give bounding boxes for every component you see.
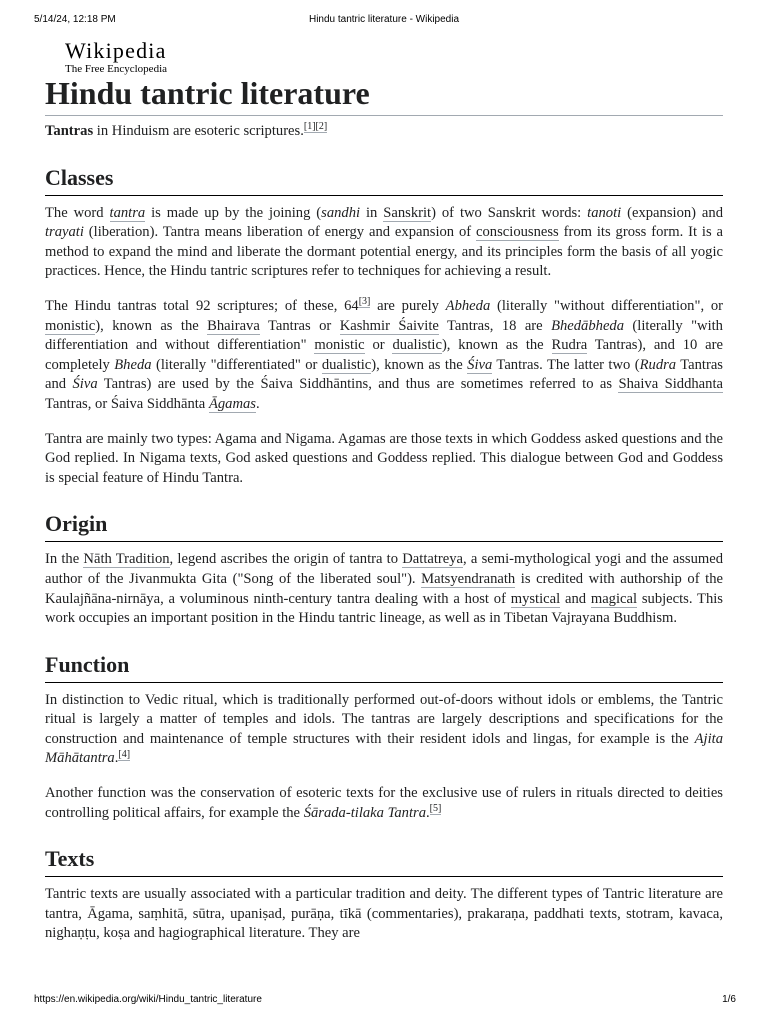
classes-paragraph-1 (45, 204, 723, 282)
italic-term: Bhedābheda (551, 317, 625, 334)
italic-term: sandhi (321, 204, 361, 221)
reference-link[interactable]: [1] (303, 121, 316, 133)
text: Tantras) are used by the Śaiva Siddhāntins, and thus are sometimes referred to as (97, 376, 619, 393)
function-paragraph-1 (45, 691, 723, 769)
text: In distinction to Vedic ritual, which is traditionally performed out-of-doors without idols or emblems, the Tantric ritual is largely a matter of temples and idols. The tantras are largely descriptions and specifications for the construction and maintenance of temple structures with their resident idols and lingas, for example is the (45, 691, 723, 747)
text: Another function was the conservation of esoteric texts for the exclusive use of rulers in rituals directed to deities controlling political affairs, for example the (45, 785, 723, 821)
text: ), known as the (371, 356, 468, 373)
lead-paragraph (45, 122, 723, 142)
classes-paragraph-2 (45, 297, 723, 415)
link-text: Śiva (467, 356, 493, 373)
print-tab-title: Hindu tantric literature - Wikipedia (308, 14, 460, 25)
lead-text: in Hinduism are esoteric scriptures. (93, 123, 304, 139)
page-title: Hindu tantric literature (45, 73, 723, 116)
wiki-link[interactable]: Bhairava (207, 317, 260, 334)
section-heading-classes: Classes (45, 163, 723, 196)
article-content (45, 73, 723, 944)
wiki-link[interactable] (209, 396, 256, 413)
text: and (560, 590, 591, 607)
text: ), known as the (95, 317, 208, 334)
text: ), known as the (441, 337, 552, 354)
reference-link[interactable]: [2] (315, 121, 328, 133)
wiki-link[interactable]: magical (590, 590, 638, 607)
text: are purely (370, 297, 446, 314)
text: is made up by the joining ( (145, 204, 322, 221)
link-text: tantra (109, 204, 146, 221)
italic-term: Rudra (639, 356, 677, 373)
text: Tantras and (45, 356, 723, 393)
wiki-link[interactable]: mystical (510, 590, 561, 607)
text: or (364, 337, 393, 354)
wiki-link[interactable]: monistic (45, 317, 96, 334)
text: (literally "without differentiation", or (490, 297, 723, 314)
text: from its gross form. It is a method to expand the mind and liberate the dormant potential energy, and its principles form the basis of all yogic practices. Hence, the Hindu tantric scriptures refer to techniques for achieving a result. (45, 224, 724, 280)
text: (liberation). Tantra means liberation of energy and expansion of (83, 224, 477, 241)
text: (expansion) and (621, 204, 724, 221)
text: (literally "differentiated" or (151, 356, 322, 373)
text: The word (45, 204, 110, 221)
section-heading-texts: Texts (45, 844, 723, 877)
italic-term: Śiva (72, 376, 98, 393)
wikipedia-logo[interactable] (65, 40, 167, 75)
text: is credited with authorship of the Kaulajñāna-nirnāya, a voluminous ninth-century tantra dealing with a host of (45, 570, 723, 607)
italic-term: Abheda (445, 297, 491, 314)
wiki-link[interactable]: Dattatreya (402, 551, 464, 568)
link-text: Āgamas (208, 395, 256, 412)
text: in (360, 204, 384, 221)
text: , a semi-mythological yogi and the assumed author of the Jivanmukta Gita ("Song of the liberated soul"). (45, 551, 723, 587)
wiki-link[interactable]: Matsyendranath (421, 570, 516, 587)
text: . (426, 804, 430, 821)
italic-term: tanoti (587, 204, 622, 221)
wiki-link[interactable]: dualistic (321, 356, 372, 373)
text: Tantras, or Śaiva Siddhānta (45, 395, 209, 412)
text: (literally "with differentiation and without differentiation" (45, 317, 723, 354)
text: , legend ascribes the origin of tantra to (169, 551, 403, 568)
italic-term: Ajita Māhātantra (45, 730, 723, 767)
reference-link[interactable]: [5] (429, 802, 442, 814)
section-heading-origin: Origin (45, 509, 723, 542)
reference-link[interactable]: [4] (118, 748, 131, 760)
text: In the (45, 551, 84, 568)
classes-paragraph-3: Tantra are mainly two types: Agama and Nigama. Agamas are those texts in which Goddess asked questions and the God replied. In Nigama texts, God asked questions and Goddess replied. This dialogue between God and Goddess is special feature of Hindu Tantra. (45, 430, 723, 486)
wiki-link[interactable]: Nāth Tradition (83, 551, 170, 568)
text: Tantras), and 10 are completely (45, 337, 723, 373)
texts-paragraph-1: Tantric texts are usually associated with a particular tradition and deity. The different types of Tantric literature are tantra, Āgama, saṃhitā, sūtra, upaniṣad, purāṇa, tīkā (commentaries), prakaraṇa, paddhati texts, stotram, kavaca, nighaṇṭu, koṣa and hagiographical literature. They are (45, 886, 723, 942)
wiki-link[interactable] (467, 357, 492, 374)
print-datetime: 5/14/24, 12:18 PM (34, 14, 116, 25)
wiki-link[interactable]: Rudra (551, 337, 588, 354)
text: Tantras or (259, 317, 340, 334)
print-page-number: 1/6 (722, 994, 736, 1005)
text: subjects. This work occupies an important position in the Hindu tantric lineage, as well as in Tibetan Vajrayana Buddhism. (45, 590, 723, 627)
wiki-link[interactable]: dualistic (392, 337, 442, 354)
lead-bold-term: Tantras (45, 123, 94, 139)
text: . (114, 750, 119, 767)
reference-link[interactable]: [3] (358, 296, 371, 308)
section-heading-function: Function (45, 650, 723, 683)
wiki-link[interactable]: consciousness (476, 224, 559, 241)
logo-wordmark: Wikipedia (65, 38, 167, 63)
wiki-link[interactable]: monistic (314, 337, 365, 354)
italic-term: Śārada-tilaka Tantra (303, 804, 426, 821)
wiki-link[interactable] (110, 205, 146, 222)
text: Tantras. The latter two ( (492, 356, 640, 373)
wiki-link[interactable]: Sanskrit (383, 204, 432, 221)
text: ) of two Sanskrit words: (431, 204, 588, 221)
text: The Hindu tantras total 92 scriptures; of these, 64 (45, 297, 359, 314)
logo-tagline: The Free Encyclopedia (65, 63, 168, 75)
function-paragraph-2 (45, 784, 723, 823)
text: Tantras, 18 are (438, 317, 552, 334)
wiki-link[interactable]: Kashmir Śaivite (339, 317, 439, 334)
print-url: https://en.wikipedia.org/wiki/Hindu_tantric_literature (34, 994, 262, 1005)
text: . (255, 395, 260, 412)
italic-term: Bheda (114, 356, 152, 373)
origin-paragraph-1 (45, 550, 723, 628)
italic-term: trayati (45, 224, 84, 241)
wiki-link[interactable]: Shaiva Siddhanta (618, 376, 723, 393)
